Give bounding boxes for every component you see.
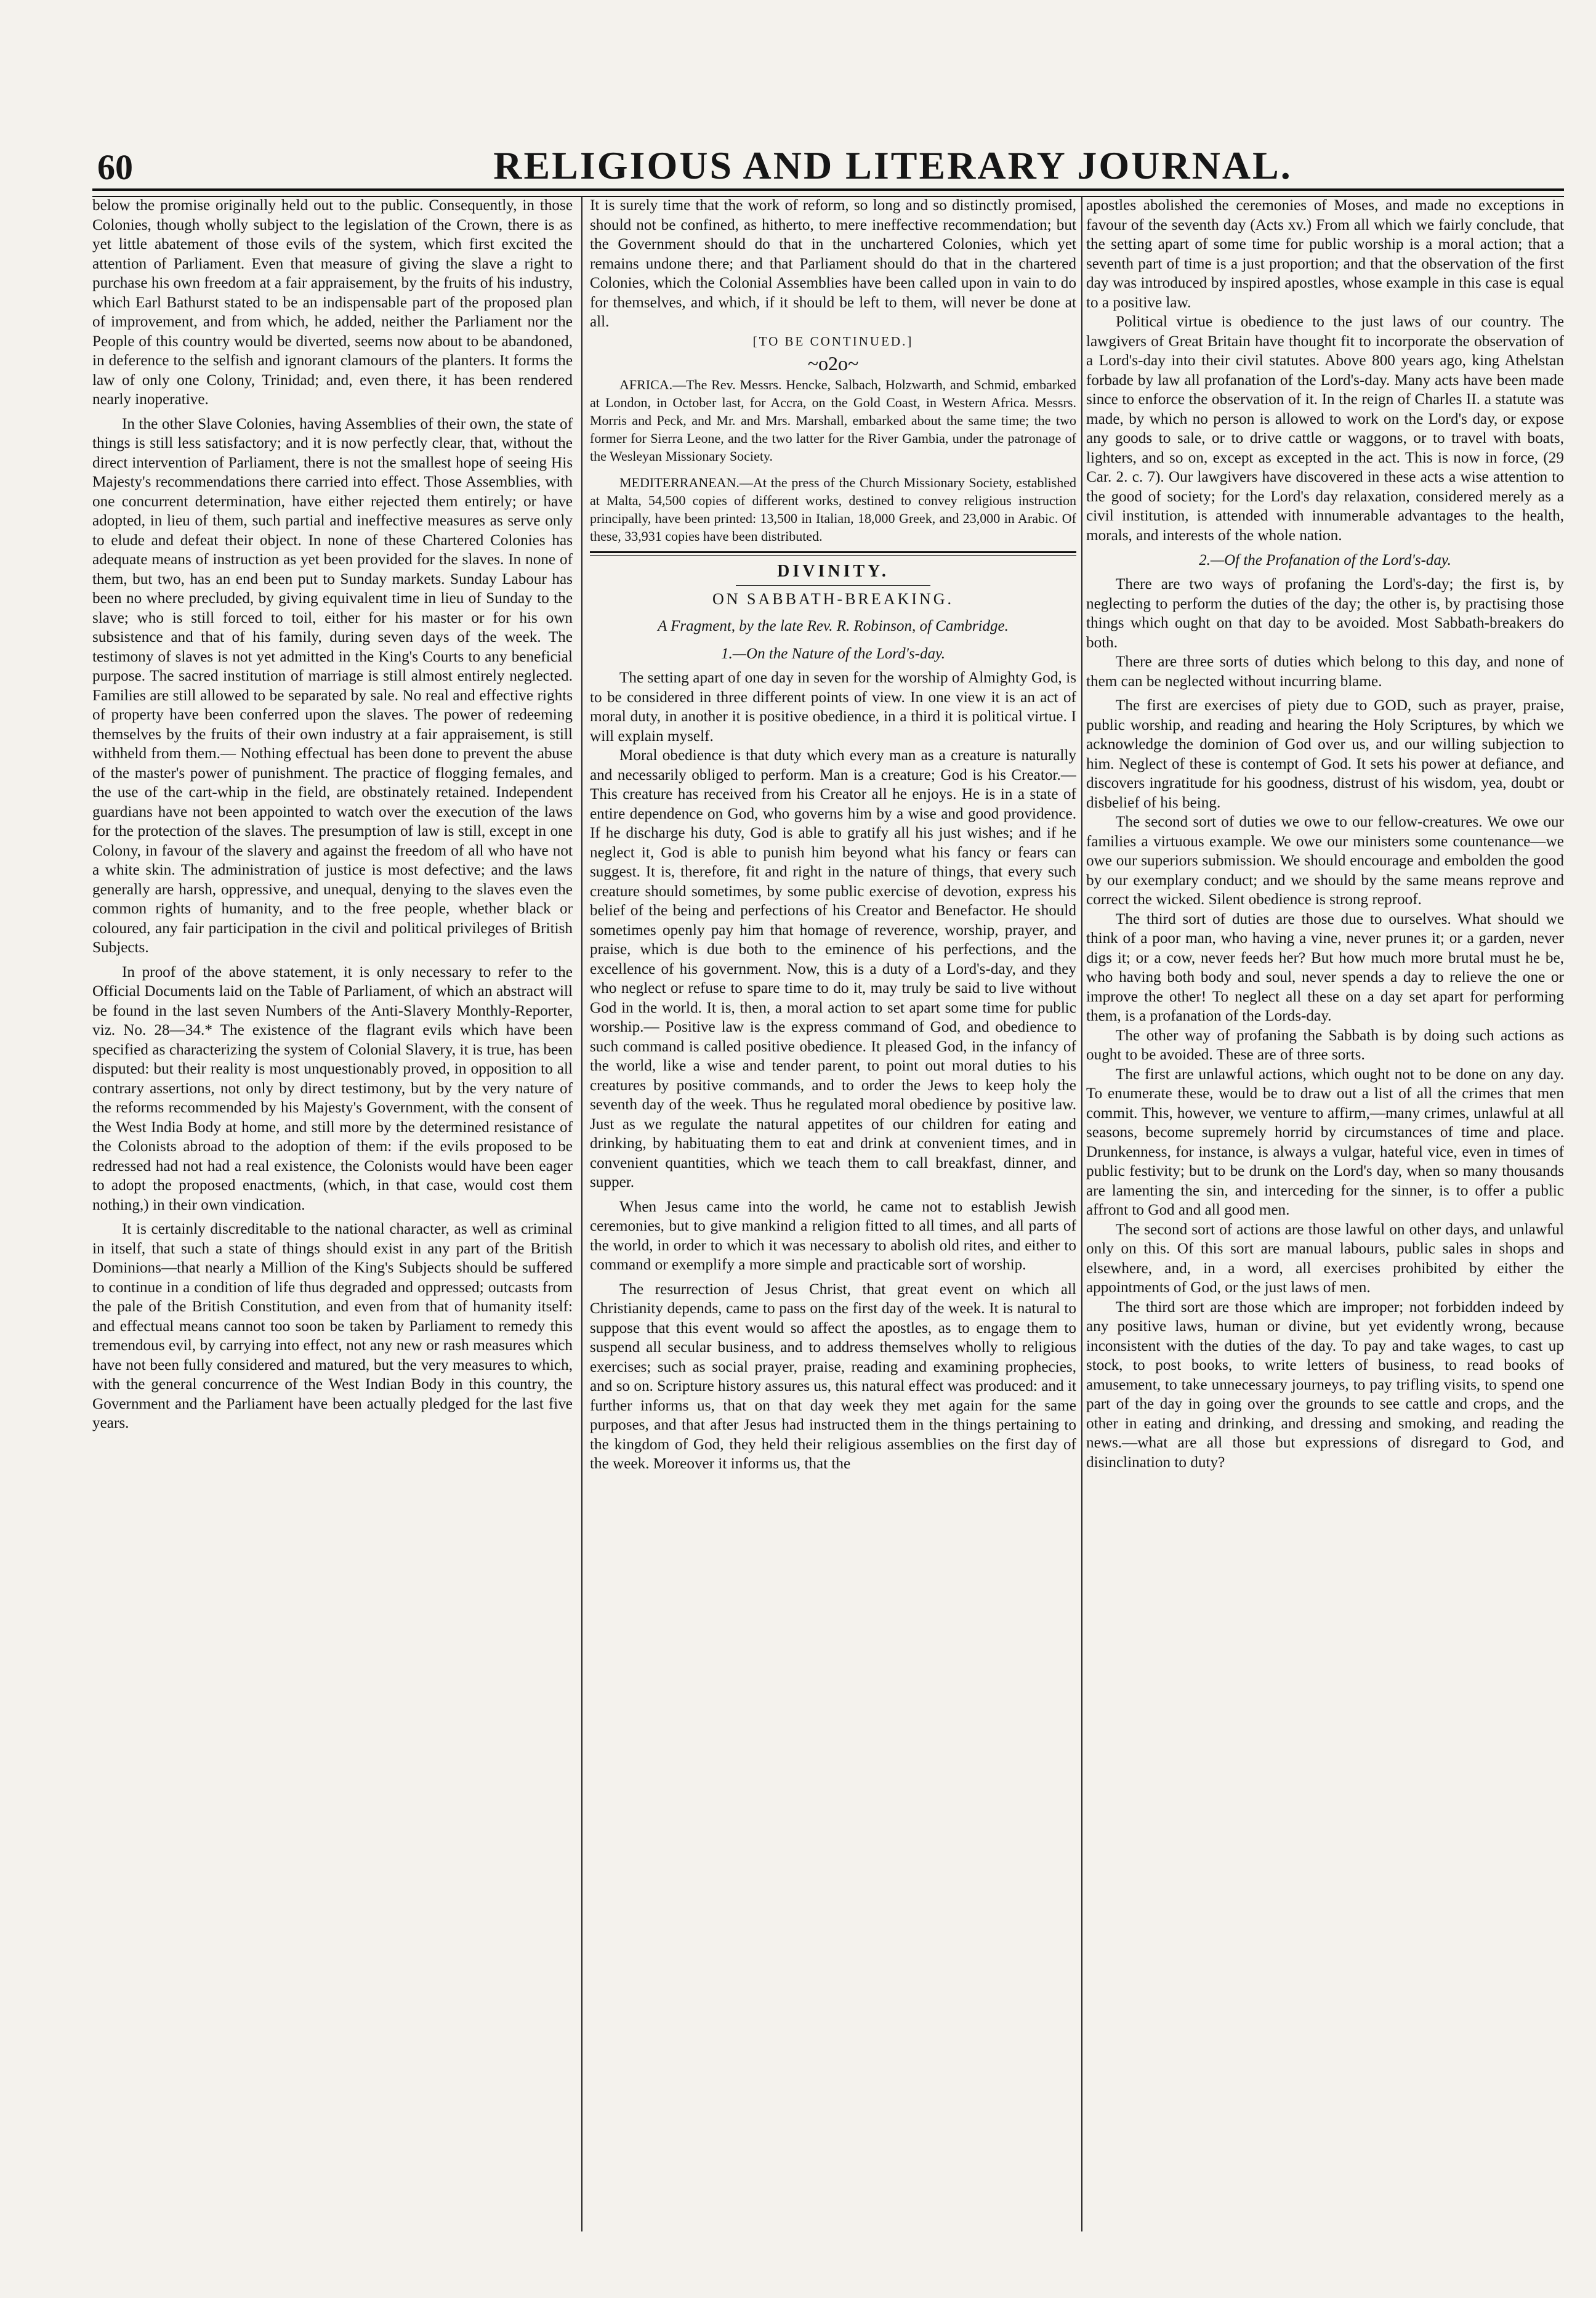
paragraph: In proof of the above statement, it is only necessary to refer to the Official Documents laid on the Table of Parliament, of which an abstract will be found in the last seven Numbers of the Anti-Slavery Monthly-Reporter, viz. No. 28—34.* The existence of the flagrant evils which have been specified as characterizing the system of Colonial Slavery, it is true, has been disputed: but their reality is most unquestionably proved, in opposition to all contrary assertions, not only by direct testimony, but by the very nature of the reforms recommended by his Majesty's Government, with the consent of the West India Body at home, and still more by the determined resistance of the Colonists abroad to the adoption of them: if the evils proposed to be redressed had not had a real existence, the Colonists would have been eager to adopt the proposed enactments, (which, in that case, would cost them nothing,) in their own vindication. <box>92 963 573 1213</box>
column-divider <box>1081 196 1082 2231</box>
paragraph: The third sort are those which are improper; not forbidden indeed by any positive laws, human or divine, but yet evidently wrong, because inconsistent with the duties of the day. To pay and take wages, to cast up stock, to post books, to write letters of business, to read books of amusement, to take unnecessary journeys, to pay trifling visits, to spend one part of the day in going over the grounds to see cattle and crops, and the other in eating and drinking, and dressing and smoking, and reading the news.—what are all those but expressions of disregard to God, and disinclination to duty? <box>1086 1298 1564 1471</box>
paragraph: The setting apart of one day in seven for the worship of Almighty God, is to be considered in three different points of view. In one view it is an act of moral duty, in another it is positive obedience, in a third it is political virtue. I will explain myself. <box>590 670 1076 745</box>
continued-notice: [TO BE CONTINUED.] <box>752 333 914 349</box>
column-divider <box>581 196 582 2231</box>
paragraph: The second sort of duties we owe to our fellow-creatures. We owe our families a virtuous example. We owe our ministers some countenance—we owe our superiors submission. We should encourage and embolden the good by our exemplary conduct; and we should by the same means reprove and correct the wicked. Silent obedience is strong reproof. <box>1086 814 1564 908</box>
column-middle <box>590 196 1076 2231</box>
paragraph: The first are unlawful actions, which ought not to be done on any day. To enumerate these, would be to draw out a list of all the crimes that men commit. This, however, we venture to affirm,—many crimes, unlawful at all seasons, become supremely horrid by circumstances of time and place. Drunkenness, for instance, is always a vulgar, hateful vice, even in times of public festivity; but to be drunk on the Lord's day, when so many thousands are lamenting the sin, and interceding for the sinner, is to offer a public affront to God and all good men. <box>1086 1066 1564 1218</box>
paragraph: Political virtue is obedience to the just laws of our country. The lawgivers of Great Britain have thought fit to incorporate the observation of a Lord's-day into their civil statutes. Above 800 years ago, king Athelstan forbade by law all profanation of the Lord's-day. Many acts have been made since to enforce the observation of it. In the reign of Charles II. a statute was made, by which no person is allowed to work on the Lord's day, or expose any goods to sale, or to drive cattle or waggons, or to travel with boats, lighters, and so on, except as excepted in the act. This is now in force, (29 Car. 2. c. 7). Our lawgivers have discovered in these acts a wise attention to the good of society; for the Lord's day relaxation, considered merely as a civil institution, is attended with innumerable advantages to the health, morals, and interests of the whole nation. <box>1086 314 1564 544</box>
paragraph: It is surely time that the work of reform, so long and so distinctly promised, should not be confined, as hitherto, to mere ineffective recommendation; but the Government should do that in the unchartered Colonies, which yet remains undone there; and that Parliament should do that in the chartered Colonies, which the Colonial Assemblies have been called upon in vain to do for themselves, and which, if it should be left to them, will never be done at all. <box>590 197 1076 330</box>
paragraph: The resurrection of Jesus Christ, that great event on which all Christianity depends, came to pass on the first day of the week. It is natural to suppose that this event would so affect the apostles, as to engage them to suspend all secular business, and to address themselves wholly to religious exercises; such as social prayer, praise, reading and examining prophecies, and so on. Scripture history assures us, this natural effect was produced: and it further informs us, that on that day week they met again for the same purposes, and that after Jesus had instructed them in the things pertaining to the kingdom of God, they held their religious assemblies on the first day of the week. Moreover it informs us, that the <box>590 1280 1076 1472</box>
ornament-divider: ~o2o~ <box>807 352 859 374</box>
paragraph: In the other Slave Colonies, having Assemblies of their own, the state of things is still less satisfactory; and it is now perfectly clear, that, without the direct intervention of Parliament, there is not the smallest hope of seeing His Majesty's recommendations there carried into effect. Those Assemblies, with one concurrent determination, have either rejected them entirely; or have adopted, in lieu of them, such partial and ineffective measures as serve only to elude and defeat their object. In none of these Chartered Colonies has adequate means of instruction as yet been provided for the slaves. In none of them, but two, has an end been put to Sunday markets. Sunday Labour has been no where precluded, by giving equivalent time in lieu of Sunday to the slave; who is still forced to toil, either for his master or for his own subsistence and that of his family, during seven days of the week. The testimony of slaves is not yet admitted in the King's Courts to any beneficial purpose. The sacred institution of marriage is still almost entirely neglected. Families are still allowed to be separated by sale. No real and effective rights of property have been conferred upon the slaves. The power of redeeming themselves by the fruits of their own industry at a fair appraisement, is still withheld from them.— Nothing effectual has been done to prevent the abuse of the master's power of punishment. The practice of flogging females, and the use of the cart-whip in the field, are obstinately retained. Independent guardians have not been appointed to watch over the execution of the laws for the protection of the slaves. The presumption of law is still, except in one Colony, in favour of the slavery and against the freedom of all who have not a white skin. The administration of justice is most defective; and the laws generally are harsh, oppressive, and unequal, denying to the slaves even the common rights of humanity, and to the free people, whether black or coloured, any fair participation in the civil and political privileges of British Subjects. <box>92 415 573 956</box>
paragraph: The other way of profaning the Sabbath is by doing such actions as ought to be avoided. These are of three sorts. <box>1086 1027 1564 1063</box>
paragraph: It is certainly discreditable to the national character, as well as criminal in itself, that such a state of things should exist in any part of the British Dominions—that nearly a Million of the King's Subjects should be suffered to continue in a condition of life thus degraded and oppressed; outcasts from the pale of the British Constitution, and even from that of humanity itself: and effectual means cannot too soon be taken by Parliament to remedy this tremendous evil, by carrying into effect, not any new or rash measures which have not been fully considered and matured, but the very measures to which, with the general concurrence of the West Indian Body in this country, the Government and the Parliament have been actually pledged for the last five years. <box>92 1221 573 1431</box>
news-item-africa: AFRICA.—The Rev. Messrs. Hencke, Salbach, Holzwarth, and Schmid, embarked at London, in October last, for Accra, on the Gold Coast, in Western Africa. Messrs. Morris and Peck, and Mr. and Mrs. Marshall, embarked about the same time; the two former for Sierra Leone, and the two latter for the River Gambia, under the patronage of the Wesleyan Missionary Society. <box>590 377 1076 464</box>
article-byline: A Fragment, by the late Rev. R. Robinson, of Cambridge. <box>658 618 1009 634</box>
column-left <box>92 196 573 2231</box>
paragraph: There are two ways of profaning the Lord's-day; the first is, by neglecting to perform the duties of the day; the other is, by practising those things which ought on that day to be avoided. Most Sabbath-breakers do both. <box>1086 576 1564 651</box>
article-title: ON SABBATH-BREAKING. <box>712 590 954 608</box>
column-right <box>1086 196 1564 2231</box>
article-subhead: 1.—On the Nature of the Lord's-day. <box>721 645 945 662</box>
paragraph: Moral obedience is that duty which every man as a creature is naturally and necessarily obliged to perform. Man is a creature; God is his Creator.— This creature has received from his Creator all he enjoys. He is in a state of entire dependence on God, who governs him by a wise and good providence. If he discharge his duty, God is able to gratify all his just wishes; and if he neglect it, God is able to punish him beyond what his fancy or fears can suggest. It is, therefore, fit and right in the nature of things, that every such creature should sometimes, by some public exercise of devotion, express his belief of the being and perfections of his Creator and Benefactor. He should sometimes openly pay him that homage of reverence, worship, prayer, and praise, which is due both to the eminence of his perfections, and the excellence of his government. Now, this is a duty of a Lord's-day, and they who neglect or refuse to spare time to do it, may truly be said to live without God in the world. It is, then, a moral action to set apart some time for public worship.— Positive law is the express command of God, and obedience to such command is called positive obedience. It pleased God, in the infancy of the world, like a wise and tender parent, to point out moral duties to his creatures by positive commands, and to order the Jews to keep holy the seventh day of the week. Thus he regulated moral obedience by positive law. Just as we regulate the natural appetites of our children for eating and drinking, by habituating them to eat and drink at convenient times, and in convenient quantities, which we teach them to call breakfast, dinner, and supper. <box>590 747 1076 1191</box>
paragraph: When Jesus came into the world, he came not to establish Jewish ceremonies, but to give mankind a religion fitted to all times, and all parts of the world, in order to which it was necessary to abolish old rites, and either to command or exemplify a more simple and practicable sort of worship. <box>590 1198 1076 1273</box>
paragraph: The first are exercises of piety due to GOD, such as prayer, praise, public worship, and reading and hearing the Holy Scriptures, by which we acknowledge the dominion of God over us, and our willing subjection to him. Neglect of these is contempt of God. It sets his power at defiance, and discovers ingratitude for his goodness, distrust of his wisdom, yea, doubt or disbelief of his being. <box>1086 697 1564 811</box>
section-rule <box>590 551 1076 556</box>
page-header <box>86 143 1564 193</box>
paragraph: There are three sorts of duties which belong to this day, and none of them can be neglected without incurring blame. <box>1086 653 1564 690</box>
paragraph: The third sort of duties are those due to ourselves. What should we think of a poor man, who having a vine, never prunes it; or a garden, never digs it; or a cow, never feeds her? But how much more brutal must he be, who having both body and soul, never spends a day to relieve the one or improve the other! To neglect all these on a day set apart for performing them, is a profanation of the Lords-day. <box>1086 910 1564 1024</box>
title-rule <box>736 585 930 586</box>
page-number: 60 <box>97 147 133 187</box>
news-item-mediterranean: MEDITERRANEAN.—At the press of the Church Missionary Society, established at Malta, 54,500 copies of different works, destined to convey religious instruction principally, have been printed: 13,500 in Italian, 18,000 Greek, and 23,000 in Arabic. Of these, 33,931 copies have been distributed. <box>590 475 1076 544</box>
section-title: DIVINITY. <box>777 562 889 581</box>
masthead-title: RELIGIOUS AND LITERARY JOURNAL. <box>493 144 1292 187</box>
paragraph: below the promise originally held out to the public. Consequently, in those Colonies, though wholly subject to the legislation of the Crown, there is as yet little abatement of those evils of the system, which first excited the attention of Parliament. Even that measure of giving the slave a right to purchase his own freedom at a fair appraisement, by the fruits of his industry, which Earl Bathurst stated to be an indispensable part of the proposed plan of improvement, and from which, he added, neither the Parliament nor the People of this country would be diverted, seems now about to be abandoned, in deference to the selfish and ignorant clamours of the planters. It forms the law of only one Colony, Trinidad; and, even there, it has been rendered nearly inoperative. <box>92 197 573 408</box>
article-subhead: 2.—Of the Profanation of the Lord's-day. <box>1199 552 1451 568</box>
paragraph: apostles abolished the ceremonies of Moses, and made no exceptions in favour of the seventh day (Acts xv.) From all which we fairly conclude, that the setting apart of some time for public worship is a moral action; that a seventh part of time is a just proportion; and that the observation of the first day was introduced by inspired apostles, whose example in this case is equal to a positive law. <box>1086 197 1564 311</box>
paragraph: The second sort of actions are those lawful on other days, and unlawful only on this. Of this sort are manual labours, public sales in shops and elsewhere, and, in a word, all exercises prohibited by either the appointments of God, or the just laws of men. <box>1086 1221 1564 1296</box>
